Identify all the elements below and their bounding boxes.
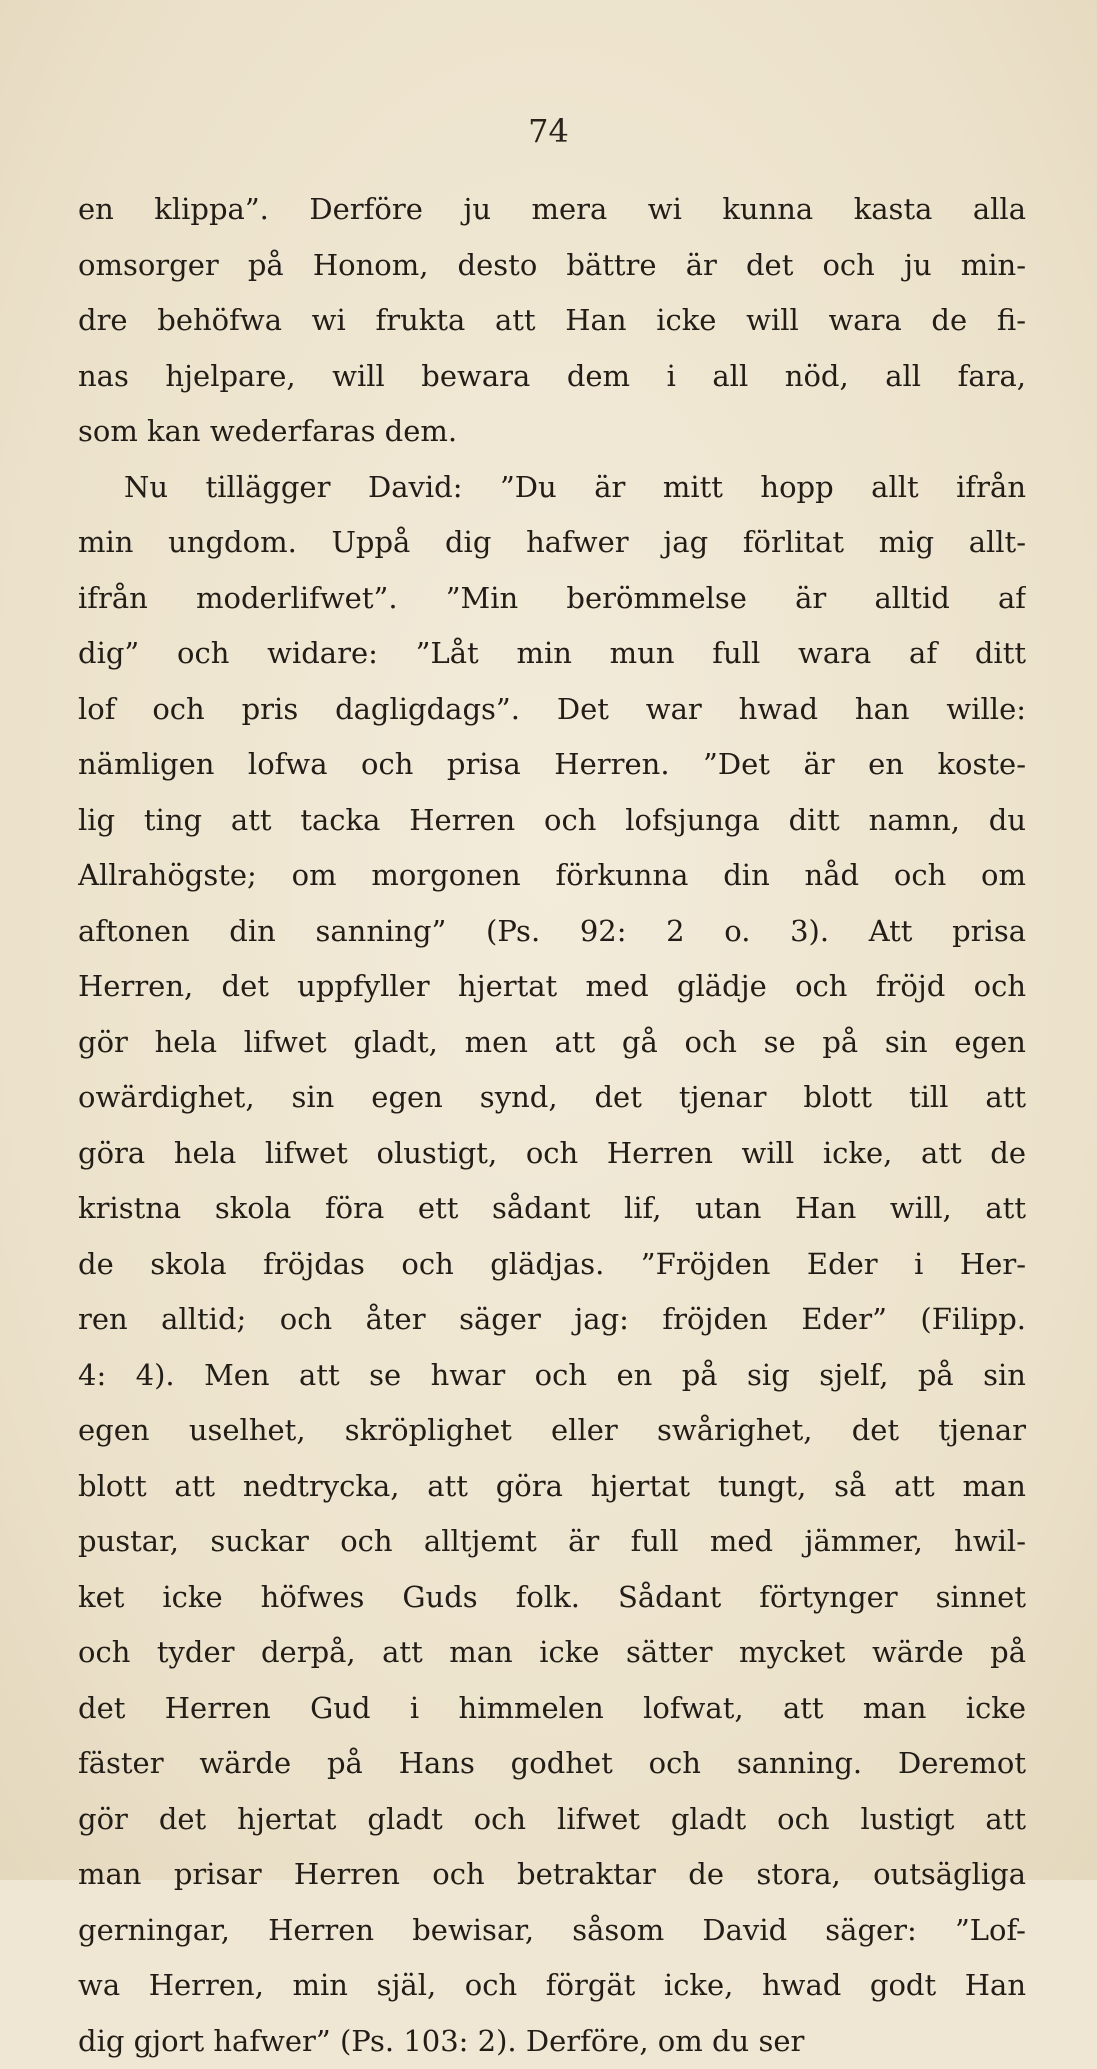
text-line: ren alltid; och åter säger jag: fröjden Eder” (Filipp. — [78, 1292, 1026, 1348]
text-line: egen uselhet, skröplighet eller swårighet, det tjenar — [78, 1403, 1026, 1459]
text-line: 4: 4). Men att se hwar och en på sig sjelf, på sin — [78, 1348, 1026, 1404]
text-line: dig” och widare: ”Låt min mun full wara af ditt — [78, 626, 1026, 682]
text-line: fäster wärde på Hans godhet och sanning. Deremot — [78, 1736, 1026, 1792]
text-line: en klippa”. Derföre ju mera wi kunna kasta alla — [78, 182, 1026, 238]
text-line: dig gjort hafwer” (Ps. 103: 2). Derföre, om du ser — [78, 2014, 1026, 2069]
text-line: pustar, suckar och alltjemt är full med jämmer, hwil- — [78, 1514, 1026, 1570]
text-line: kristna skola föra ett sådant lif, utan Han will, att — [78, 1181, 1026, 1237]
text-line: nas hjelpare, will bewara dem i all nöd, all fara, — [78, 349, 1026, 405]
text-line: ifrån moderlifwet”. ”Min berömmelse är alltid af — [78, 571, 1026, 627]
text-line: gerningar, Herren bewisar, såsom David säger: ”Lof- — [78, 1903, 1026, 1959]
text-line: som kan wederfaras dem. — [78, 404, 1026, 460]
text-line: Nu tillägger David: ”Du är mitt hopp allt ifrån — [78, 460, 1026, 516]
text-line: gör hela lifwet gladt, men att gå och se på sin egen — [78, 1015, 1026, 1071]
text-line: det Herren Gud i himmelen lofwat, att man icke — [78, 1681, 1026, 1737]
text-line: göra hela lifwet olustigt, och Herren will icke, att de — [78, 1126, 1026, 1182]
text-line: nämligen lofwa och prisa Herren. ”Det är en koste- — [78, 737, 1026, 793]
text-line: man prisar Herren och betraktar de stora, outsägliga — [78, 1847, 1026, 1903]
text-line: lof och pris dagligdags”. Det war hwad han wille: — [78, 682, 1026, 738]
text-line: Allrahögste; om morgonen förkunna din nåd och om — [78, 848, 1026, 904]
text-line: min ungdom. Uppå dig hafwer jag förlitat mig allt- — [78, 515, 1026, 571]
text-line: owärdighet, sin egen synd, det tjenar blott till att — [78, 1070, 1026, 1126]
text-line: omsorger på Honom, desto bättre är det och ju min- — [78, 238, 1026, 294]
text-line: blott att nedtrycka, att göra hjertat tungt, så att man — [78, 1459, 1026, 1515]
text-line: wa Herren, min själ, och förgät icke, hwad godt Han — [78, 1958, 1026, 2014]
text-line: de skola fröjdas och glädjas. ”Fröjden Eder i Her- — [78, 1237, 1026, 1293]
text-line: gör det hjertat gladt och lifwet gladt och lustigt att — [78, 1792, 1026, 1848]
page-number: 74 — [0, 112, 1097, 150]
text-line: ket icke höfwes Guds folk. Sådant förtynger sinnet — [78, 1570, 1026, 1626]
text-line: Herren, det uppfyller hjertat med glädje och fröjd och — [78, 959, 1026, 1015]
text-line: och tyder derpå, att man icke sätter mycket wärde på — [78, 1625, 1026, 1681]
text-line: dre behöfwa wi frukta att Han icke will wara de fi- — [78, 293, 1026, 349]
text-line: lig ting att tacka Herren och lofsjunga ditt namn, du — [78, 793, 1026, 849]
text-line: aftonen din sanning” (Ps. 92: 2 o. 3). Att prisa — [78, 904, 1026, 960]
body-text — [78, 182, 1026, 2069]
